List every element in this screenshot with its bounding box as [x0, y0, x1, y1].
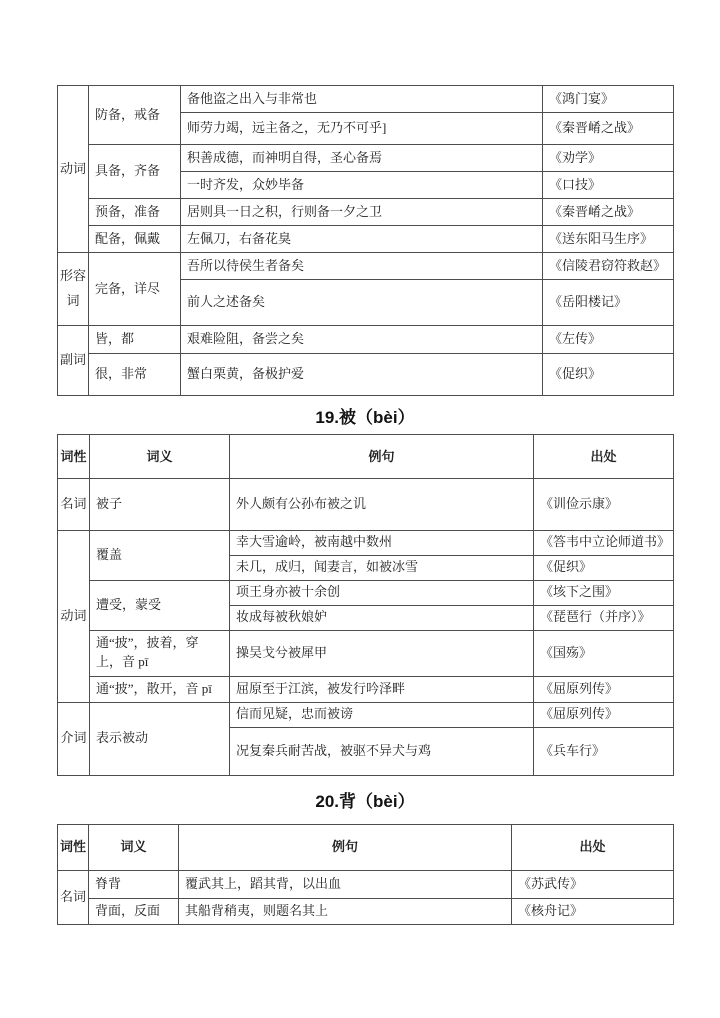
example-cell: 其船背稍夷，则题名其上 — [179, 898, 512, 924]
meaning-cell: 通“披”，散开，音 pī — [90, 676, 230, 702]
table-row — [58, 326, 674, 354]
table-row — [58, 354, 674, 396]
meaning-cell: 遭受，蒙受 — [90, 580, 230, 630]
column-header-example: 例句 — [230, 434, 534, 478]
table-bei-back — [57, 824, 674, 925]
example-cell: 幸大雪逾岭，被南越中数州 — [230, 530, 534, 555]
meaning-cell: 皆，都 — [89, 326, 181, 354]
table-row — [58, 676, 674, 702]
table-bei — [57, 434, 674, 776]
example-cell: 未几，成归，闻妻言，如被冰雪 — [230, 555, 534, 580]
pos-group-cell: 副词 — [58, 326, 89, 396]
source-cell: 《琵琶行（并序）》 — [534, 605, 674, 630]
source-cell: 《兵车行》 — [534, 727, 674, 775]
table-row — [58, 702, 674, 727]
meaning-cell: 配备，佩戴 — [89, 226, 181, 253]
table-row — [58, 630, 674, 676]
table-row — [58, 199, 674, 226]
meaning-cell: 背面，反面 — [89, 898, 179, 924]
example-cell: 一时齐发，众妙毕备 — [181, 172, 543, 199]
column-header-part-of-speech: 词性 — [58, 824, 89, 870]
pos-group-cell: 形容词 — [58, 253, 89, 326]
section-heading-20: 20.背（bèi） — [315, 791, 415, 811]
meaning-cell: 覆盖 — [90, 530, 230, 580]
table-row — [58, 478, 674, 530]
meaning-cell: 防备，戒备 — [89, 86, 181, 145]
source-cell: 《国殇》 — [534, 630, 674, 676]
source-cell: 《屈原列传》 — [534, 702, 674, 727]
example-cell: 居则具一日之积，行则备一夕之卫 — [181, 199, 543, 226]
meaning-cell: 脊背 — [89, 870, 179, 898]
table-row — [58, 226, 674, 253]
pos-group-cell: 动词 — [58, 86, 89, 253]
example-cell: 妆成每被秋娘妒 — [230, 605, 534, 630]
example-cell: 积善成德，而神明自得，圣心备焉 — [181, 145, 543, 172]
table-row — [58, 253, 674, 280]
example-cell: 覆武其上，蹈其背，以出血 — [179, 870, 512, 898]
source-cell: 《口技》 — [543, 172, 674, 199]
meaning-cell: 很，非常 — [89, 354, 181, 396]
source-cell: 《劝学》 — [543, 145, 674, 172]
meaning-cell: 预备，准备 — [89, 199, 181, 226]
source-cell: 《送东阳马生序》 — [543, 226, 674, 253]
pos-group-cell: 动词 — [58, 530, 90, 702]
table-row — [58, 530, 674, 555]
example-cell: 前人之述备矣 — [181, 280, 543, 326]
source-cell: 《答韦中立论师道书》 — [534, 530, 674, 555]
source-cell: 《促织》 — [543, 354, 674, 396]
example-cell: 外人颇有公孙布被之讥 — [230, 478, 534, 530]
example-cell: 信而见疑，忠而被谤 — [230, 702, 534, 727]
column-header-source: 出处 — [534, 434, 674, 478]
table-row — [58, 86, 674, 113]
section-heading-19: 19.被（bèi） — [315, 408, 415, 427]
source-cell: 《屈原列传》 — [534, 676, 674, 702]
meaning-cell: 通“披”，披着，穿上，音 pī — [90, 630, 230, 676]
source-cell: 《核舟记》 — [512, 898, 674, 924]
meaning-cell: 具备，齐备 — [89, 145, 181, 199]
pos-group-cell: 名词 — [58, 870, 89, 924]
table-row — [58, 870, 674, 898]
example-cell: 况复秦兵耐苦战，被驱不异犬与鸡 — [230, 727, 534, 775]
example-cell: 屈原至于江滨，被发行吟泽畔 — [230, 676, 534, 702]
example-cell: 艰难险阻，备尝之矣 — [181, 326, 543, 354]
example-cell: 蟹白栗黄，备极护爱 — [181, 354, 543, 396]
meaning-cell: 完备，详尽 — [89, 253, 181, 326]
source-cell: 《促织》 — [534, 555, 674, 580]
table-row — [58, 580, 674, 605]
table-header-row — [58, 434, 674, 478]
example-cell: 左佩刀，右备花臭 — [181, 226, 543, 253]
pos-group-cell: 名词 — [58, 478, 90, 530]
column-header-source: 出处 — [512, 824, 674, 870]
source-cell: 《鸿门宴》 — [543, 86, 674, 113]
example-cell: 师劳力竭，远主备之，无乃不可乎] — [181, 113, 543, 145]
column-header-meaning: 词义 — [89, 824, 179, 870]
column-header-part-of-speech: 词性 — [58, 434, 90, 478]
pos-group-cell: 介词 — [58, 702, 90, 775]
meaning-cell: 被子 — [90, 478, 230, 530]
source-cell: 《垓下之围》 — [534, 580, 674, 605]
meaning-cell: 表示被动 — [90, 702, 230, 775]
source-cell: 《岳阳楼记》 — [543, 280, 674, 326]
table-row — [58, 898, 674, 924]
example-cell: 操吴戈兮被犀甲 — [230, 630, 534, 676]
source-cell: 《左传》 — [543, 326, 674, 354]
source-cell: 《秦晋崤之战》 — [543, 113, 674, 145]
source-cell: 《秦晋崤之战》 — [543, 199, 674, 226]
source-cell: 《训俭示康》 — [534, 478, 674, 530]
example-cell: 吾所以待侯生者备矣 — [181, 253, 543, 280]
source-cell: 《信陵君窃符救赵》 — [543, 253, 674, 280]
table-bei-continued — [57, 85, 674, 396]
example-cell: 备他盗之出入与非常也 — [181, 86, 543, 113]
table-row — [58, 145, 674, 172]
example-cell: 项王身亦被十余创 — [230, 580, 534, 605]
table-header-row — [58, 824, 674, 870]
column-header-meaning: 词义 — [90, 434, 230, 478]
source-cell: 《苏武传》 — [512, 870, 674, 898]
column-header-example: 例句 — [179, 824, 512, 870]
